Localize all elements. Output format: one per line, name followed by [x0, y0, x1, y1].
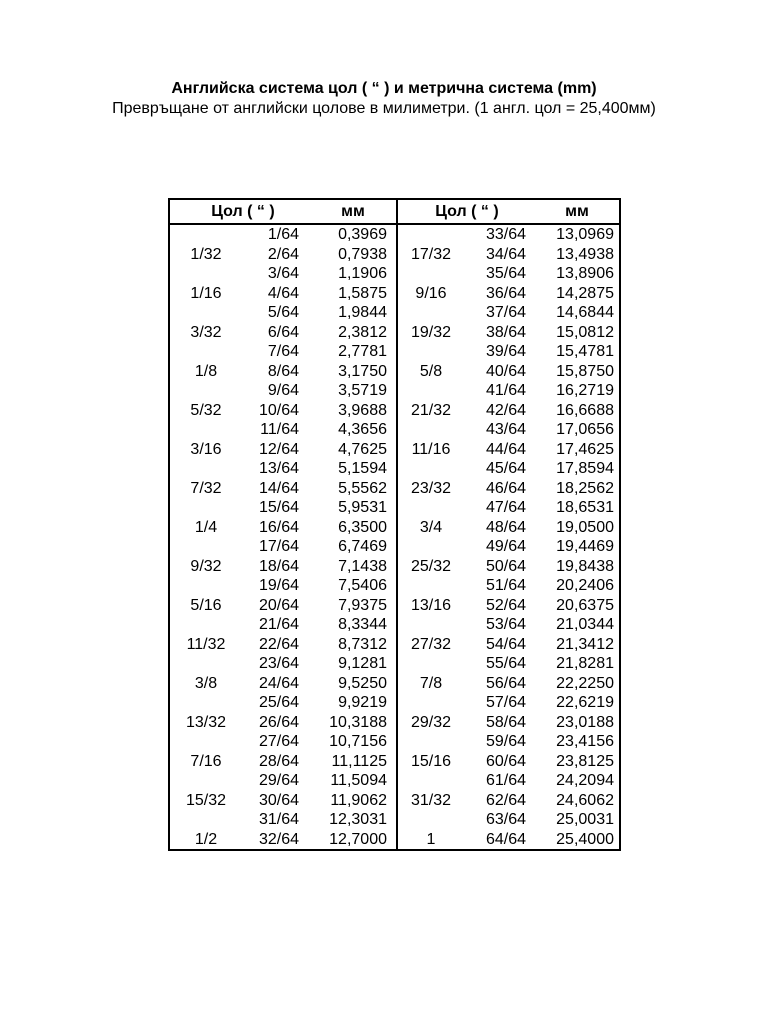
- mm-value-cell: 14,2875: [556, 284, 614, 302]
- sixtyfourth-cell: 53/64: [485, 616, 526, 633]
- mm-value-cell: 12,3031: [329, 811, 387, 828]
- mm-value-cell: 23,8125: [556, 752, 614, 770]
- sixtyfourth-cell: 4/64: [267, 284, 299, 302]
- mm-value-cell: 3,5719: [338, 382, 387, 399]
- table-row: [170, 596, 619, 616]
- sixtyfourth-cell: 2/64: [267, 245, 299, 263]
- mm-value-cell: 5,5562: [338, 479, 387, 497]
- table-row: [170, 771, 619, 791]
- sixtyfourth-cell: 36/64: [485, 284, 526, 302]
- sixtyfourth-cell: 44/64: [485, 440, 526, 458]
- mm-value-cell: 23,0188: [556, 713, 614, 731]
- inch-fraction-cell: 11/32: [186, 635, 226, 653]
- sixtyfourth-cell: 50/64: [485, 557, 526, 575]
- sixtyfourth-cell: 34/64: [485, 245, 526, 263]
- sixtyfourth-cell: 41/64: [485, 382, 526, 399]
- mm-value-cell: 13,0969: [556, 226, 614, 243]
- mm-value-cell: 13,4938: [556, 245, 614, 263]
- sixtyfourth-cell: 58/64: [485, 713, 526, 731]
- mm-value-cell: 8,3344: [338, 616, 387, 633]
- table-row: [170, 225, 619, 245]
- conversion-table: [168, 198, 621, 851]
- mm-value-cell: 15,4781: [556, 343, 614, 360]
- inch-fraction-cell: 3/32: [190, 323, 222, 341]
- inch-fraction-cell: 7/8: [419, 674, 443, 692]
- sixtyfourth-cell: 62/64: [485, 791, 526, 809]
- inch-fraction-cell: 25/32: [410, 557, 452, 575]
- inch-fraction-cell: 1: [426, 830, 436, 848]
- mm-value-cell: 9,1281: [338, 655, 387, 672]
- table-row: [170, 323, 619, 343]
- sixtyfourth-cell: 45/64: [485, 460, 526, 477]
- mm-value-cell: 7,9375: [338, 596, 387, 614]
- sixtyfourth-cell: 48/64: [485, 518, 526, 536]
- sixtyfourth-cell: 11/64: [260, 421, 299, 438]
- sixtyfourth-cell: 35/64: [485, 265, 526, 282]
- sixtyfourth-cell: 27/64: [258, 733, 299, 750]
- page-subtitle: Превръщане от английски цолове в милиметри. (1 англ. цол = 25,400мм): [112, 100, 656, 117]
- header-mm-left: мм: [341, 203, 365, 220]
- table-row: [170, 264, 619, 284]
- sixtyfourth-cell: 23/64: [258, 655, 299, 672]
- sixtyfourth-cell: 3/64: [267, 265, 299, 282]
- table-row: [170, 479, 619, 499]
- mm-value-cell: 24,2094: [556, 772, 614, 789]
- inch-fraction-cell: 13/16: [410, 596, 452, 614]
- sixtyfourth-cell: 42/64: [485, 401, 526, 419]
- table-row: [170, 576, 619, 596]
- table-row: [170, 518, 619, 538]
- sixtyfourth-cell: 39/64: [485, 343, 526, 360]
- table-row: [170, 459, 619, 479]
- table-row: [170, 674, 619, 694]
- inch-fraction-cell: 11/16: [411, 440, 451, 458]
- sixtyfourth-cell: 46/64: [485, 479, 526, 497]
- inch-fraction-cell: 7/32: [190, 479, 222, 497]
- table-row: [170, 245, 619, 265]
- sixtyfourth-cell: 51/64: [485, 577, 526, 594]
- inch-fraction-cell: 13/32: [185, 713, 227, 731]
- inch-fraction-cell: 5/32: [190, 401, 222, 419]
- mm-value-cell: 0,7938: [338, 245, 387, 263]
- mm-value-cell: 1,9844: [338, 304, 387, 321]
- sixtyfourth-cell: 24/64: [258, 674, 299, 692]
- mm-value-cell: 2,3812: [338, 323, 387, 341]
- mm-value-cell: 9,5250: [338, 674, 387, 692]
- sixtyfourth-cell: 8/64: [267, 362, 299, 380]
- mm-value-cell: 17,4625: [556, 440, 614, 458]
- mm-value-cell: 14,6844: [556, 304, 614, 321]
- mm-value-cell: 15,8750: [556, 362, 614, 380]
- mm-value-cell: 3,1750: [338, 362, 387, 380]
- mm-value-cell: 18,2562: [556, 479, 614, 497]
- table-row: [170, 284, 619, 304]
- inch-fraction-cell: 9/16: [415, 284, 447, 302]
- sixtyfourth-cell: 64/64: [485, 830, 526, 848]
- mm-value-cell: 12,7000: [329, 830, 387, 848]
- table-row: [170, 810, 619, 830]
- mm-value-cell: 18,6531: [556, 499, 614, 516]
- mm-value-cell: 19,0500: [556, 518, 614, 536]
- mm-value-cell: 11,1125: [331, 752, 387, 770]
- table-row: [170, 401, 619, 421]
- sixtyfourth-cell: 22/64: [258, 635, 299, 653]
- table-row: [170, 732, 619, 752]
- sixtyfourth-cell: 13/64: [258, 460, 299, 477]
- sixtyfourth-cell: 55/64: [485, 655, 526, 672]
- mm-value-cell: 11,9062: [330, 791, 387, 809]
- table-row: [170, 615, 619, 635]
- mm-value-cell: 6,3500: [338, 518, 387, 536]
- sixtyfourth-cell: 47/64: [485, 499, 526, 516]
- mm-value-cell: 10,3188: [329, 713, 387, 731]
- mm-value-cell: 7,1438: [338, 557, 387, 575]
- inch-fraction-cell: 21/32: [410, 401, 452, 419]
- mm-value-cell: 19,8438: [556, 557, 614, 575]
- table-body: [170, 225, 619, 849]
- sixtyfourth-cell: 12/64: [258, 440, 299, 458]
- mm-value-cell: 15,0812: [556, 323, 614, 341]
- sixtyfourth-cell: 40/64: [485, 362, 526, 380]
- sixtyfourth-cell: 15/64: [258, 499, 299, 516]
- sixtyfourth-cell: 38/64: [485, 323, 526, 341]
- header-mm-right: мм: [565, 203, 589, 220]
- table-row: [170, 420, 619, 440]
- sixtyfourth-cell: 33/64: [485, 226, 526, 243]
- sixtyfourth-cell: 26/64: [258, 713, 299, 731]
- inch-fraction-cell: 1/16: [190, 284, 222, 302]
- inch-fraction-cell: 15/16: [410, 752, 452, 770]
- inch-fraction-cell: 17/32: [410, 245, 452, 263]
- table-row: [170, 381, 619, 401]
- mm-value-cell: 6,7469: [338, 538, 387, 555]
- sixtyfourth-cell: 16/64: [258, 518, 299, 536]
- table-row: [170, 635, 619, 655]
- mm-value-cell: 25,0031: [556, 811, 614, 828]
- mm-value-cell: 17,8594: [556, 460, 614, 477]
- sixtyfourth-cell: 52/64: [485, 596, 526, 614]
- sixtyfourth-cell: 37/64: [485, 304, 526, 321]
- sixtyfourth-cell: 61/64: [485, 772, 526, 789]
- sixtyfourth-cell: 10/64: [258, 401, 299, 419]
- table-row: [170, 537, 619, 557]
- mm-value-cell: 24,6062: [556, 791, 614, 809]
- sixtyfourth-cell: 17/64: [258, 538, 299, 555]
- inch-fraction-cell: 19/32: [410, 323, 452, 341]
- mm-value-cell: 20,2406: [556, 577, 614, 594]
- inch-fraction-cell: 1/4: [194, 518, 218, 536]
- sixtyfourth-cell: 49/64: [485, 538, 526, 555]
- table-row: [170, 752, 619, 772]
- sixtyfourth-cell: 29/64: [258, 772, 299, 789]
- sixtyfourth-cell: 43/64: [485, 421, 526, 438]
- mm-value-cell: 1,5875: [338, 284, 387, 302]
- inch-fraction-cell: 5/8: [419, 362, 443, 380]
- mm-value-cell: 4,7625: [338, 440, 387, 458]
- inch-fraction-cell: 1/32: [190, 245, 222, 263]
- header-inch-left: Цол ( “ ): [211, 203, 275, 220]
- mm-value-cell: 21,8281: [556, 655, 614, 672]
- inch-fraction-cell: 3/8: [194, 674, 218, 692]
- sixtyfourth-cell: 25/64: [258, 694, 299, 711]
- mm-value-cell: 8,7312: [338, 635, 387, 653]
- header-inch-right: Цол ( “ ): [435, 203, 499, 220]
- sixtyfourth-cell: 20/64: [258, 596, 299, 614]
- inch-fraction-cell: 31/32: [410, 791, 452, 809]
- sixtyfourth-cell: 57/64: [485, 694, 526, 711]
- mm-value-cell: 2,7781: [338, 343, 387, 360]
- sixtyfourth-cell: 19/64: [258, 577, 299, 594]
- sixtyfourth-cell: 5/64: [267, 304, 299, 321]
- sixtyfourth-cell: 18/64: [258, 557, 299, 575]
- sixtyfourth-cell: 30/64: [258, 791, 299, 809]
- table-row: [170, 557, 619, 577]
- table-row: [170, 303, 619, 323]
- sixtyfourth-cell: 59/64: [485, 733, 526, 750]
- sixtyfourth-cell: 54/64: [485, 635, 526, 653]
- sixtyfourth-cell: 63/64: [485, 811, 526, 828]
- page-title: Английска система цол ( “ ) и метрична система (mm): [171, 80, 597, 97]
- table-row: [170, 713, 619, 733]
- mm-value-cell: 10,7156: [329, 733, 387, 750]
- mm-value-cell: 9,9219: [338, 694, 387, 711]
- mm-value-cell: 21,0344: [556, 616, 614, 633]
- mm-value-cell: 4,3656: [338, 421, 387, 438]
- table-row: [170, 654, 619, 674]
- sixtyfourth-cell: 56/64: [485, 674, 526, 692]
- sixtyfourth-cell: 21/64: [258, 616, 299, 633]
- mm-value-cell: 13,8906: [556, 265, 614, 282]
- mm-value-cell: 5,9531: [338, 499, 387, 516]
- inch-fraction-cell: 3/4: [419, 518, 443, 536]
- mm-value-cell: 0,3969: [338, 226, 387, 243]
- inch-fraction-cell: 9/32: [190, 557, 222, 575]
- sixtyfourth-cell: 6/64: [267, 323, 299, 341]
- sixtyfourth-cell: 1/64: [267, 226, 299, 243]
- mm-value-cell: 3,9688: [338, 401, 387, 419]
- sixtyfourth-cell: 31/64: [258, 811, 299, 828]
- mm-value-cell: 22,2250: [556, 674, 614, 692]
- mm-value-cell: 25,4000: [556, 830, 614, 848]
- mm-value-cell: 11,5094: [330, 772, 387, 789]
- sixtyfourth-cell: 14/64: [258, 479, 299, 497]
- inch-fraction-cell: 15/32: [185, 791, 227, 809]
- mm-value-cell: 7,5406: [338, 577, 387, 594]
- inch-fraction-cell: 5/16: [190, 596, 222, 614]
- inch-fraction-cell: 29/32: [410, 713, 452, 731]
- mm-value-cell: 20,6375: [556, 596, 614, 614]
- sixtyfourth-cell: 32/64: [258, 830, 299, 848]
- table-row: [170, 498, 619, 518]
- inch-fraction-cell: 7/16: [190, 752, 222, 770]
- mm-value-cell: 23,4156: [556, 733, 614, 750]
- inch-fraction-cell: 1/2: [194, 830, 218, 848]
- mm-value-cell: 21,3412: [556, 635, 614, 653]
- mm-value-cell: 19,4469: [556, 538, 614, 555]
- inch-fraction-cell: 27/32: [410, 635, 452, 653]
- table-row: [170, 362, 619, 382]
- inch-fraction-cell: 3/16: [190, 440, 222, 458]
- table-row: [170, 342, 619, 362]
- mm-value-cell: 16,6688: [556, 401, 614, 419]
- sixtyfourth-cell: 60/64: [485, 752, 526, 770]
- table-row: [170, 693, 619, 713]
- table-row: [170, 830, 619, 850]
- sixtyfourth-cell: 7/64: [267, 343, 299, 360]
- inch-fraction-cell: 23/32: [410, 479, 452, 497]
- mm-value-cell: 1,1906: [338, 265, 387, 282]
- table-row: [170, 440, 619, 460]
- sixtyfourth-cell: 28/64: [258, 752, 299, 770]
- mm-value-cell: 5,1594: [338, 460, 387, 477]
- mm-value-cell: 22,6219: [556, 694, 614, 711]
- mm-value-cell: 17,0656: [556, 421, 614, 438]
- mm-value-cell: 16,2719: [556, 382, 614, 399]
- sixtyfourth-cell: 9/64: [267, 382, 299, 399]
- inch-fraction-cell: 1/8: [194, 362, 218, 380]
- table-row: [170, 791, 619, 811]
